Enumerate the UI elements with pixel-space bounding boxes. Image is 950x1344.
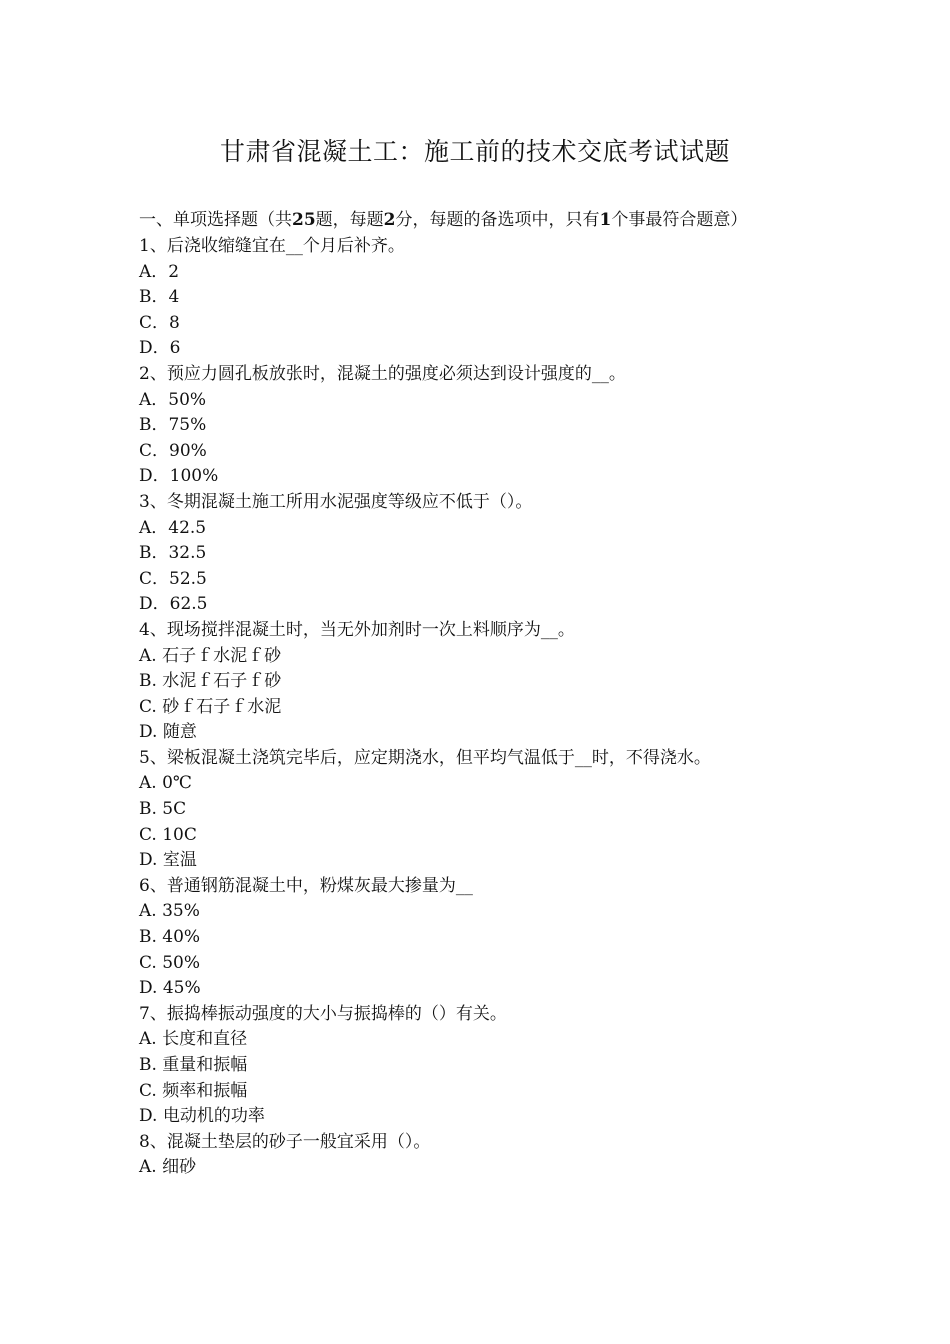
points-per-question: 2 (383, 210, 396, 230)
question-stem: 8、混凝土垫层的砂子一般宜采用（）。 (139, 1131, 431, 1152)
question-stem: 1、后浇收缩缝宜在__个月后补齐。 (139, 236, 405, 256)
question-count: 25 (292, 210, 316, 230)
question-block (139, 362, 809, 490)
option-a: A. 长度和直径 (139, 1029, 248, 1050)
question-block (139, 1130, 809, 1181)
option-d: D．100% (139, 466, 219, 487)
option-c: C. 砂ｆ石子ｆ水泥 (139, 696, 282, 717)
option-b: B. 5C (139, 799, 187, 820)
option-b: B．75% (139, 415, 207, 436)
section-text-1: 一、单项选择题（共 (139, 210, 292, 230)
option-d: D. 随意 (139, 722, 197, 743)
option-a: A. 0℃ (139, 773, 192, 794)
question-stem: 4、现场搅拌混凝土时，当无外加剂时一次上料顺序为__。 (139, 619, 575, 640)
option-a: A. 细砂 (139, 1157, 197, 1178)
question-block (139, 746, 809, 874)
document-title: 甘肃省混凝土工：施工前的技术交底考试试题 (219, 137, 730, 166)
option-c: C. 频率和振幅 (139, 1080, 248, 1101)
option-c: C. 50% (139, 952, 200, 973)
option-a: A. 石子ｆ水泥ｆ砂 (139, 645, 282, 666)
option-b: B. 重量和振幅 (139, 1055, 248, 1075)
option-c: C．90% (139, 440, 207, 461)
option-b: B．4 (139, 287, 180, 308)
option-a: A. 35% (139, 901, 200, 922)
question-block (139, 234, 809, 362)
section-text-4: 个事最符合题意） (611, 210, 748, 230)
option-c: C. 10C (139, 824, 197, 845)
option-c: C．8 (139, 312, 180, 333)
question-block (139, 874, 809, 1002)
correct-count: 1 (599, 210, 612, 230)
question-stem: 6、普通钢筋混凝土中，粉煤灰最大掺量为__ (139, 875, 473, 896)
question-stem: 2、预应力圆孔板放张时，混凝土的强度必须达到设计强度的__。 (139, 363, 626, 384)
option-b: B. 水泥ｆ石子ｆ砂 (139, 671, 282, 692)
question-block (139, 618, 809, 746)
option-b: B. 40% (139, 927, 201, 948)
option-d: D. 45% (139, 978, 201, 999)
option-d: D. 电动机的功率 (139, 1106, 265, 1127)
option-b: B．32.5 (139, 543, 207, 564)
section-text-3: 分，每题的备选项中，只有 (395, 210, 600, 230)
option-d: D．62.5 (139, 594, 208, 615)
option-a: A．50% (139, 389, 207, 410)
question-stem: 5、梁板混凝土浇筑完毕后，应定期浇水，但平均气温低于__时，不得浇水。 (139, 747, 711, 768)
question-block (139, 490, 809, 618)
section-text-2: 题，每题 (315, 210, 384, 230)
question-block (139, 1002, 809, 1130)
option-a: A．42.5 (139, 517, 207, 538)
option-d: D. 室温 (139, 850, 197, 871)
section-heading (139, 208, 809, 233)
document-body (139, 208, 809, 1181)
question-stem: 3、冬期混凝土施工所用水泥强度等级应不低于（）。 (139, 491, 533, 512)
option-c: C．52.5 (139, 568, 207, 589)
question-stem: 7、振捣棒振动强度的大小与振捣棒的（）有关。 (139, 1003, 507, 1024)
option-a: A．2 (139, 261, 180, 282)
option-d: D．6 (139, 338, 181, 359)
